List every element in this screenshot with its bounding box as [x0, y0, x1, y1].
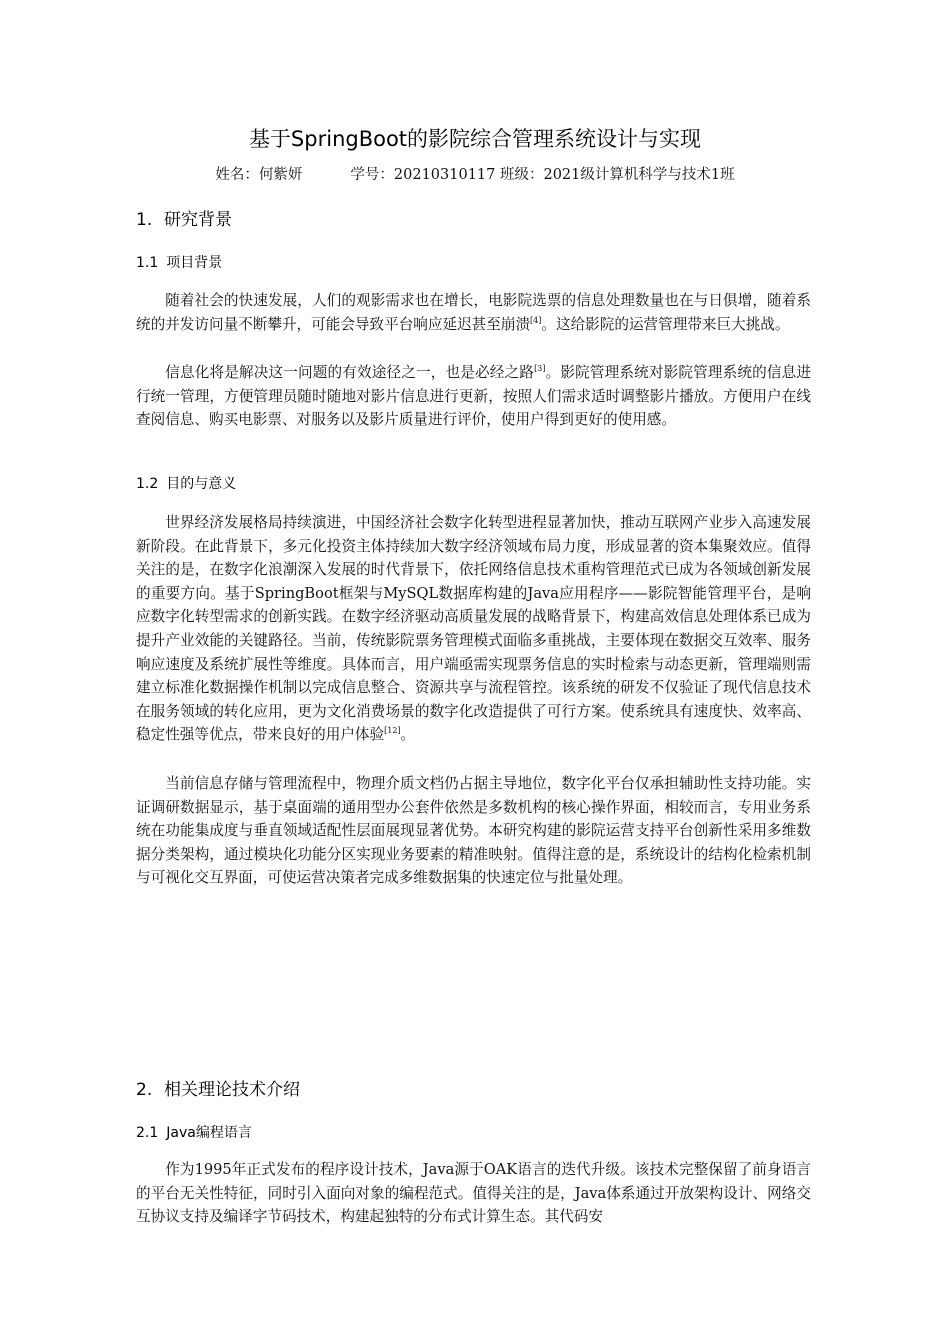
citation: [3] — [534, 364, 546, 373]
section-1-heading — [136, 207, 232, 233]
paragraph-1-1-b — [136, 361, 811, 432]
section-2-number: 2. — [136, 1080, 153, 1100]
paragraph-2-1-a — [136, 1158, 811, 1229]
section-1-2-heading — [136, 473, 236, 495]
paragraph-1-1-a — [136, 289, 811, 336]
paragraph-text: 当前信息存储与管理流程中，物理介质文档仍占据主导地位，数字化平台仅承担辅助性支持功能。实证调研数据显示，基于桌面端的通用型办公套件依然是多数机构的核心操作界面，相较而言，专用业务系统在功能集成度与垂直领域适配性层面展现显著优势。本研究构建的影院运营支持平台创新性采用多维数据分类架构，通过模块化功能分区实现业务要素的精准映射。值得注意的是，系统设计的结构化检索机制与可视化交互界面，可使运营决策者完成多维数据集的快速定位与批量处理。 — [136, 775, 811, 887]
paragraph-1-2-a — [136, 511, 811, 747]
paragraph-text: 信息化将是解决这一问题的有效途径之一，也是必经之路 — [165, 364, 535, 381]
section-1-1-number: 1.1 — [136, 255, 159, 271]
section-1-1-heading — [136, 252, 222, 274]
section-2-1-title: Java编程语言 — [166, 1125, 252, 1141]
section-2-1-number: 2.1 — [136, 1125, 159, 1141]
citation: [4] — [530, 315, 542, 325]
paragraph-text: 。影院管理系统对影院管理系统的信息进行统一管理，方便管理员随时随地对影片信息进行更新，按照人们需求适时调整影片播放。方便用户在线查阅信息、购买电影票、对服务以及影片质量进行评价，使用户得到更好的使用感。 — [136, 364, 811, 429]
document-title: 基于SpringBoot的影院综合管理系统设计与实现 — [248, 127, 702, 151]
section-1-2-number: 1.2 — [136, 476, 159, 492]
section-2-heading — [136, 1077, 300, 1103]
section-2-1-heading — [136, 1122, 252, 1144]
section-1-number: 1. — [136, 210, 153, 230]
paragraph-text: 。 — [400, 726, 416, 744]
section-1-title: 研究背景 — [164, 210, 232, 230]
author-byline — [0, 164, 950, 186]
student-id-and-class: 学号：20210310117 班级：2021级计算机科学与技术1班 — [350, 167, 735, 183]
section-2-title: 相关理论技术介绍 — [164, 1080, 300, 1100]
section-1-2-title: 目的与意义 — [166, 476, 237, 492]
section-1-1-title: 项目背景 — [166, 255, 223, 271]
paragraph-text: 随着社会的快速发展，人们的观影需求也在增长，电影院选票的信息处理数量也在与日俱增，随着系统的并发访问量不断攀升，可能会导致平台响应延迟甚至崩溃 — [136, 292, 811, 333]
paragraph-text: 。这给影院的运营管理带来巨大挑战。 — [541, 315, 790, 333]
citation: [12] — [384, 726, 401, 736]
paragraph-1-2-b — [136, 772, 811, 890]
paragraph-text: 作为1995年正式发布的程序设计技术，Java源于OAK语言的迭代升级。该技术完整保留了前身语言的平台无关性特征，同时引入面向对象的编程范式。值得关注的是，Java体系通过开放架构设计、网络交互协议支持及编译字节码技术，构建起独特的分布式计算生态。其代码安 — [136, 1161, 811, 1226]
paragraph-text: 世界经济发展格局持续演进，中国经济社会数字化转型进程显著加快，推动互联网产业步入高速发展新阶段。在此背景下，多元化投资主体持续加大数字经济领域布局力度，形成显著的资本集聚效应。值得关注的是，在数字化浪潮深入发展的时代背景下，依托网络信息技术重构管理范式已成为各领域创新发展的重要方向。基于SpringBoot框架与MySQL数据库构建的Java应用程序——影院智能管理平台，是响应数字化转型需求的创新实践。在数字经济驱动高质量发展的战略背景下，构建高效信息处理体系已成为提升产业效能的关键路径。当前，传统影院票务管理模式面临多重挑战，主要体现在数据交互效率、服务响应速度及系统扩展性等维度。具体而言，用户端亟需实现票务信息的实时检索与动态更新，管理端则需建立标准化数据操作机制以完成信息整合、资源共享与流程管控。该系统的研发不仅验证了现代信息技术在服务领域的转化应用，更为文化消费场景的数字化改造提供了可行方案。使系统具有速度快、效率高、稳定性强等优点，带来良好的用户体验 — [136, 514, 811, 744]
author-name: 姓名：何紫妍 — [215, 167, 303, 183]
